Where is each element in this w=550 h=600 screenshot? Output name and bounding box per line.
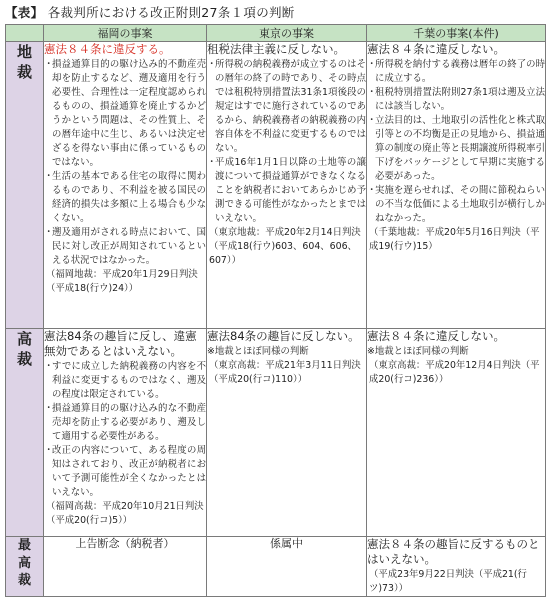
item-text: 改正の内容について、ある程度の周知はされており、改正が納税者において予測可能性が全くなかったとはいえない。 <box>52 445 206 498</box>
list-item: ・ 立法目的は、土地取引の活性化と株式取引等との不均衡是正の見地から、損益通算の制度の廃止等と長期譲渡所得税率引下げをパッケージとして早期に実施する必要があった。 <box>367 115 545 182</box>
list-item: ・ 損益通算目的の駆け込み的不動産売却を防止するなど、遡及適用を行う必要性、合理性は一定程度認められるものの、損益通算を廃止するかどうかという問題は、その性質上、その暦年途中に生じ、あるいは決定せざるを得ない事由に係っているものではない。 <box>44 59 206 168</box>
case-source: （福岡地裁：平成20年1月29日判決（平成18(行ウ)24）） <box>46 269 198 294</box>
row-label-chisai <box>6 42 44 329</box>
row-label-kosai-text: 高裁 <box>16 330 32 369</box>
list-item: ・ 改正の内容について、ある程度の周知はされており、改正が納税者において予測可能性が全くなかったとはいえない。 <box>44 445 206 498</box>
note: ※地裁とほぼ同様の判断 <box>367 346 469 357</box>
cell-kosai-chiba <box>367 329 546 537</box>
verdict: 憲法８４条に違反する。 <box>44 42 171 56</box>
header-fukuoka: 福岡の事案 <box>44 25 207 42</box>
list-item: ・ 実施を遅らせれば、その間に節税ねらいの不当な低価による土地取引が横行しかねなかった。 <box>367 185 545 224</box>
item-text: 生活の基本である住宅の取得に関わるものであり、不利益を被る国民の経済的損失は多額に上る場合も少なくない。 <box>52 171 206 224</box>
list-item: ・ 生活の基本である住宅の取得に関わるものであり、不利益を被る国民の経済的損失は多額に上る場合も少なくない。 <box>44 171 206 224</box>
header-corner <box>6 25 44 42</box>
case-source: （千葉地裁：平成20年5月16日判決（平成19(行ウ)15） <box>369 227 540 252</box>
item-text: 遡及適用がされる時点において、国民に対し改正が周知されているといえる状況ではなかった。 <box>52 227 206 266</box>
case-source: （東京高裁：平成20年12月4日判決（平成20(行コ)236）） <box>369 360 540 385</box>
verdict: 憲法８４条に違反しない。 <box>367 42 505 56</box>
cell-saikosai-fukuoka <box>44 537 207 597</box>
status-text: 上告断念（納税者） <box>75 537 175 550</box>
item-text: 立法目的は、土地取引の活性化と株式取引等との不均衡是正の見地から、損益通算の制度の廃止等と長期譲渡所得税率引下げをパッケージとして早期に実施する必要があった。 <box>375 115 545 182</box>
list-item: ・ 平成16年1月1日以降の土地等の譲渡について損益通算ができなくなることを納税者においてあらかじめ予測できる可能性がなかったとまではいえない。 <box>207 157 366 224</box>
item-text: 所得税を納付する義務は暦年の終了の時に成立する。 <box>375 59 545 84</box>
cell-chisai-fukuoka <box>44 42 207 329</box>
item-text: 損益通算目的の駆け込み的な不動産売却を防止する必要があり、遡及して適用する必要性がある。 <box>52 403 206 442</box>
item-text: 所得税の納税義務が成立するのはその暦年の終了の時であり、その時点では租税特別措置法31条1項後段の規定はすでに施行されているのであるから、納税義務者の納税義務の内容自体を不利益に変更するものではない。 <box>215 59 366 154</box>
verdict: 憲法８４条に違反しない。 <box>367 329 505 343</box>
item-text: 平成16年1月1日以降の土地等の譲渡について損益通算ができなくなることを納税者においてあらかじめ予測できる可能性がなかったとまではいえない。 <box>215 157 366 224</box>
header-tokyo: 東京の事案 <box>207 25 367 42</box>
list-item: ・ 所得税を納付する義務は暦年の終了の時に成立する。 <box>367 59 545 84</box>
case-source: （東京地裁：平成20年2月14日判決（平成18(行ウ)603、604、606、607）） <box>209 227 361 266</box>
list-item: ・ 損益通算目的の駆け込み的な不動産売却を防止する必要があり、遡及して適用する必要性がある。 <box>44 403 206 442</box>
item-text: 租税特別措置法附則27条1項は遡及立法には該当しない。 <box>375 87 545 112</box>
item-text: すでに成立した納税義務の内容を不利益に変更するものではなく、遡及の程度は限定されている。 <box>52 361 206 400</box>
row-label-saikosai-text: 最高裁 <box>17 538 31 589</box>
row-label-chisai-text: 地裁 <box>16 43 32 82</box>
verdict: 憲法84条の趣旨に反し、違憲無効であるとはいえない。 <box>44 329 197 358</box>
verdict: 憲法８４条の趣旨に反するものとはいえない。 <box>367 537 540 566</box>
item-text: 損益通算目的の駆け込み的不動産売却を防止するなど、遡及適用を行う必要性、合理性は一定程度認められるものの、損益通算を廃止するかどうかという問題は、その性質上、その暦年途中に生じ、あるいは決定せざるを得ない事由に係っているものではない。 <box>52 59 206 168</box>
case-source: （平成23年9月22日判決（平成21(行ツ)73）） <box>369 569 527 594</box>
list-item: ・ 租税特別措置法附則27条1項は遡及立法には該当しない。 <box>367 87 545 112</box>
table-title-tag: 【表】 <box>5 5 44 20</box>
case-source: （福岡高裁：平成20年10月21日判決（平成20(行コ)5）） <box>46 501 204 526</box>
header-chiba: 千葉の事案(本件) <box>367 25 546 42</box>
cell-kosai-tokyo <box>207 329 367 537</box>
list-item: ・ 所得税の納税義務が成立するのはその暦年の終了の時であり、その時点では租税特別措置法31条1項後段の規定はすでに施行されているのであるから、納税義務者の納税義務の内容自体を不利益に変更するものではない。 <box>207 59 366 154</box>
verdict: 憲法84条の趣旨に反しない。 <box>207 329 360 343</box>
item-text: 実施を遅らせれば、その間に節税ねらいの不当な低価による土地取引が横行しかねなかった。 <box>375 185 545 224</box>
row-label-kosai <box>6 329 44 537</box>
cell-saikosai-tokyo <box>207 537 367 597</box>
cell-chisai-chiba <box>367 42 546 329</box>
note: ※地裁とほぼ同様の判断 <box>207 346 309 357</box>
cell-saikosai-chiba <box>367 537 546 597</box>
comparison-table <box>5 24 546 597</box>
status-text: 係属中 <box>270 537 303 550</box>
list-item: ・ 遡及適用がされる時点において、国民に対し改正が周知されているといえる状況ではなかった。 <box>44 227 206 266</box>
row-label-saikosai <box>6 537 44 597</box>
table-title-text: 各裁判所における改正附則27条１項の判断 <box>47 5 295 20</box>
verdict: 租税法律主義に反しない。 <box>207 42 345 56</box>
table-title <box>5 3 295 23</box>
cell-kosai-fukuoka <box>44 329 207 537</box>
cell-chisai-tokyo <box>207 42 367 329</box>
case-source: （東京高裁：平成21年3月11日判決（平成20(行コ)110）） <box>209 360 361 385</box>
list-item: ・ すでに成立した納税義務の内容を不利益に変更するものではなく、遡及の程度は限定されている。 <box>44 361 206 400</box>
